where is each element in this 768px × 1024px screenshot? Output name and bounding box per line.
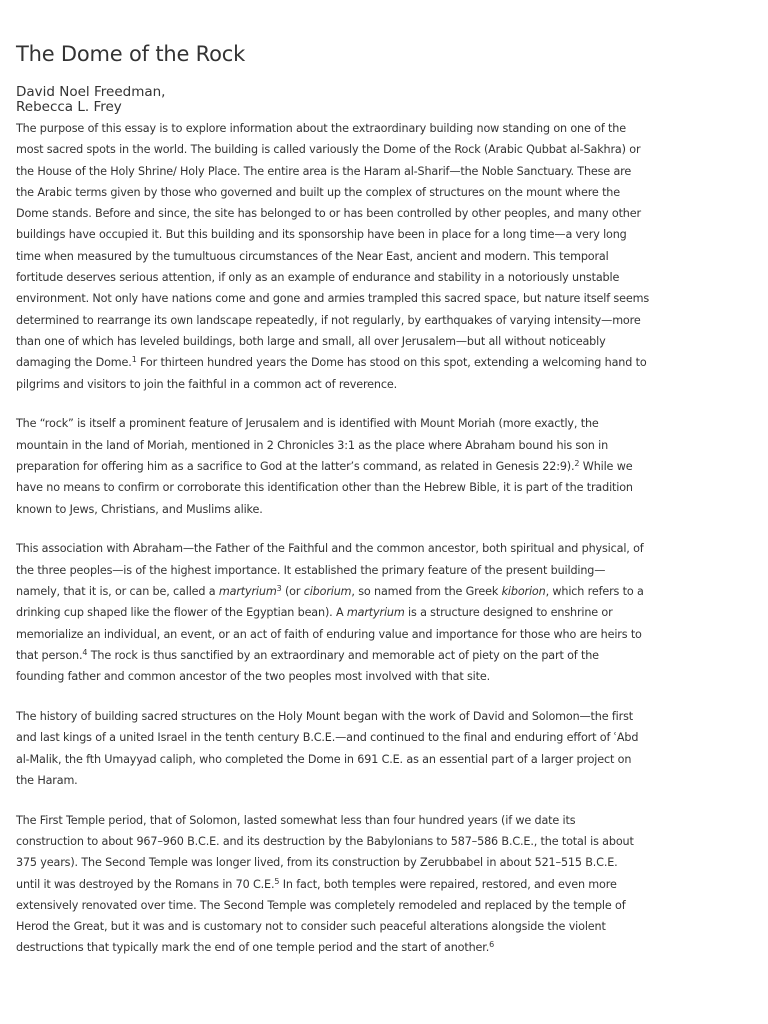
- text-line: [16, 937, 756, 958]
- article-body: [16, 118, 756, 977]
- text-line: This association with Abraham—the Father of the Faithful and the common ancestor, both spiritual and physical, of: [16, 542, 644, 556]
- text-line: memorialize an individual, an event, or an act of faith of enduring value and importance for those who are heirs to: [16, 627, 642, 641]
- italic-term: ciborium: [303, 584, 352, 598]
- text-run: , so named from the Greek: [351, 584, 502, 598]
- text-line: time when measured by the tumultuous circumstances of the Near East, ancient and modern. This temporal: [16, 249, 609, 263]
- text-line: The purpose of this essay is to explore information about the extraordinary building now standing on one of the: [16, 122, 626, 135]
- paragraph: [16, 810, 756, 959]
- paragraph: [16, 413, 756, 519]
- footnote-ref[interactable]: 1: [131, 355, 137, 365]
- text-line: [16, 456, 756, 477]
- text-run: that person.: [16, 648, 83, 662]
- text-line: extensively renovated over time. The Second Temple was completely remodeled and replaced by the temple of: [16, 898, 626, 912]
- text-line: construction to about 967–960 B.C.E. and its destruction by the Babylonians to 587–586 B.C.E., the total is about: [16, 834, 634, 848]
- italic-term: martyrium: [346, 606, 405, 620]
- footnote-ref[interactable]: 6: [489, 940, 495, 950]
- text-run: In fact, both temples were repaired, restored, and even more: [279, 877, 617, 891]
- footnote-ref[interactable]: 2: [574, 458, 580, 468]
- text-line: The First Temple period, that of Solomon, lasted somewhat less than four hundred years (if we date its: [16, 813, 576, 827]
- text-line: buildings have occupied it. But this building and its sponsorship have been in place for a long time—a very long: [16, 228, 627, 242]
- paragraph: [16, 118, 756, 395]
- author-list: [16, 85, 165, 115]
- text-run: is a structure designed to enshrine or: [404, 606, 613, 620]
- author-name: Rebecca L. Frey: [16, 99, 122, 115]
- text-line: [16, 352, 756, 373]
- text-line: environment. Not only have nations come and gone and armies trampled this sacred space, but nature itself seems: [16, 292, 650, 306]
- text-line: pilgrims and visitors to join the faithful in a common act of reverence.: [16, 377, 397, 391]
- text-line: [16, 602, 756, 623]
- text-line: The “rock” is itself a prominent feature of Jerusalem and is identified with Mount Moriah (more exactly, the: [16, 417, 599, 431]
- text-line: [16, 581, 756, 602]
- text-line: have no means to confirm or corroborate this identification other than the Hebrew Bible, it is part of the tradition: [16, 481, 633, 495]
- page-title: The Dome of the Rock: [16, 42, 246, 66]
- text-run: For thirteen hundred years the Dome has stood on this spot, extending a welcoming hand to: [136, 356, 647, 370]
- text-run: , which refers to a: [545, 584, 644, 598]
- text-line: determined to rearrange its own landscape repeatedly, if not regularly, by earthquakes of varying intensity—more: [16, 313, 641, 327]
- text-line: mountain in the land of Moriah, mentioned in 2 Chronicles 3:1 as the place where Abraham bound his son in: [16, 438, 609, 452]
- text-run: drinking cup shaped like the flower of the Egyptian bean). A: [16, 606, 347, 620]
- text-line: Herod the Great, but it was and is customary not to consider such peaceful alterations alongside the violent: [16, 920, 606, 934]
- text-line: Dome stands. Before and since, the site has belonged to or has been controlled by other peoples, and many other: [16, 207, 641, 221]
- text-line: the Arabic terms given by those who governed and built up the complex of structures on the mount where the: [16, 185, 620, 199]
- text-line: than one of which has leveled buildings, both large and small, all over Jerusalem—but all without noticeably: [16, 334, 606, 348]
- author-name: David Noel Freedman,: [16, 84, 166, 100]
- paragraph: [16, 706, 756, 791]
- text-line: most sacred spots in the world. The building is called variously the Dome of the Rock (Arabic Qubbat al-Sakhra) or: [16, 143, 641, 157]
- text-line: known to Jews, Christians, and Muslims alike.: [16, 502, 263, 516]
- footnote-ref[interactable]: 5: [274, 876, 280, 886]
- text-line: al-Malik, the fth Umayyad caliph, who completed the Dome in 691 C.E. as an essential part of a larger project on: [16, 752, 632, 766]
- text-line: and last kings of a united Israel in the tenth century B.C.E.—and continued to the final and enduring effort of ʿAbd: [16, 731, 639, 745]
- footnote-ref[interactable]: 4: [82, 647, 88, 657]
- text-run: The rock is thus sanctified by an extraordinary and memorable act of piety on the part of the: [87, 648, 599, 662]
- paragraph: [16, 538, 756, 687]
- text-line: founding father and common ancestor of the two peoples most involved with that site.: [16, 670, 490, 684]
- italic-term: kiborion: [501, 584, 546, 598]
- text-run: preparation for offering him as a sacrifice to God at the latter’s command, as related in Genesis 22:9).: [16, 459, 575, 473]
- text-run: namely, that it is, or can be, called a: [16, 584, 219, 598]
- text-run: (or: [281, 584, 304, 598]
- text-line: The history of building sacred structures on the Holy Mount began with the work of David and Solomon—the first: [16, 709, 633, 723]
- text-line: [16, 874, 756, 895]
- text-line: the Haram.: [16, 773, 78, 787]
- text-line: the House of the Holy Shrine/ Holy Place. The entire area is the Haram al-Sharif—the Noble Sanctuary. These are: [16, 164, 632, 178]
- text-line: [16, 645, 756, 666]
- text-run: While we: [579, 459, 633, 473]
- text-run: damaging the Dome.: [16, 356, 132, 370]
- text-line: fortitude deserves serious attention, if only as an example of endurance and stability in a notoriously unstable: [16, 271, 620, 285]
- italic-term: martyrium: [218, 584, 277, 598]
- text-run: destructions that typically mark the end of one temple period and the start of another.: [16, 941, 490, 955]
- footnote-ref[interactable]: 3: [276, 583, 282, 593]
- text-line: the three peoples—is of the highest importance. It established the primary feature of the present building—: [16, 563, 606, 577]
- text-run: until it was destroyed by the Romans in 70 C.E.: [16, 877, 275, 891]
- text-line: 375 years). The Second Temple was longer lived, from its construction by Zerubbabel in about 521–515 B.C.E.: [16, 856, 618, 870]
